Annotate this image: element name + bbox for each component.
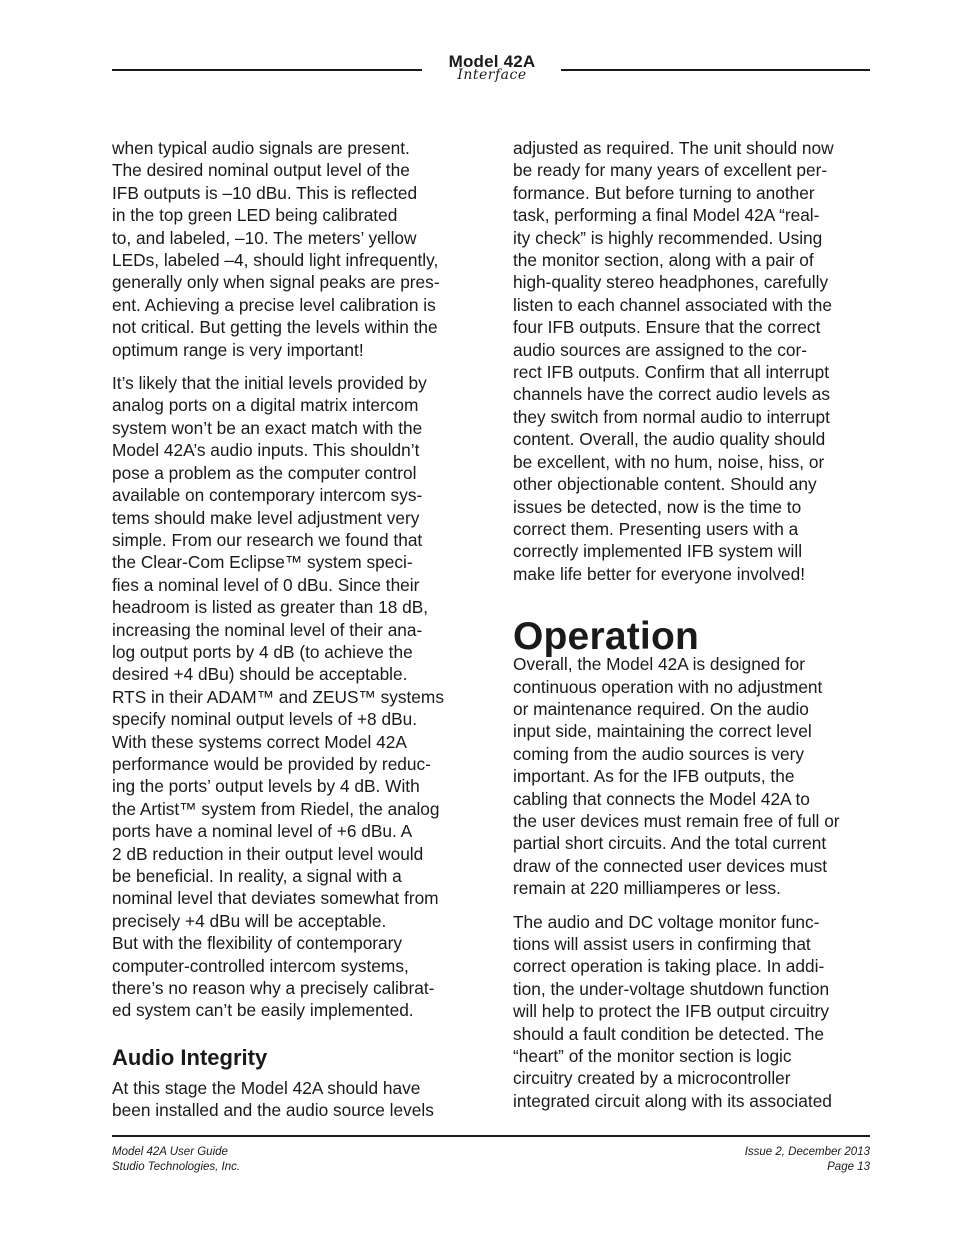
body-paragraph: It’s likely that the initial levels provided by analog ports on a digital matrix intercom system won’t be an exact match with the Model 42A’s audio inputs. This shouldn’t pose a problem as the computer control available on contemporary intercom sys- tems should make level adjustment very simple. From our research we found that the Clear-Com Eclipse™ system speci- fies a nominal level of 0 dBu. Since their headroom is listed as greater than 18 dB, increasing the nominal level of their ana- log output ports by 4 dB (to achieve the desired +4 dBu) should be acceptable. RTS in their ADAM™ and ZEUS™ systems specify nominal output levels of +8 dBu. With these systems correct Model 42A performance would be provided by reduc- ing the ports’ output levels by 4 dB. With the Artist™ system from Riedel, the analog ports have a nominal level of +6 dBu. A 2 dB reduction in their output level would be beneficial. In reality, a signal with a nominal level that deviates somewhat from precisely +4 dBu will be acceptable. But with the flexibility of contemporary computer-controlled intercom systems, there’s no reason why a precisely calibrat- ed system can’t be easily implemented. bbox=[112, 373, 444, 1021]
product-logo bbox=[423, 52, 561, 82]
footer-guide-title: Model 42A User Guide bbox=[112, 1146, 228, 1158]
right-column bbox=[513, 137, 871, 1112]
body-paragraph: At this stage the Model 42A should have been installed and the audio source levels bbox=[112, 1077, 434, 1121]
footer-page-number: Page 13 bbox=[827, 1161, 870, 1173]
footer-rule bbox=[112, 1135, 870, 1137]
left-column bbox=[112, 137, 470, 1122]
logo-subtitle-text: Interface bbox=[457, 67, 527, 83]
footer-issue: Issue 2, December 2013 bbox=[744, 1146, 870, 1158]
section-heading-audio-integrity: Audio Integrity bbox=[112, 1044, 268, 1070]
footer-left bbox=[112, 1145, 240, 1175]
footer-right bbox=[745, 1145, 870, 1175]
section-heading-operation: Operation bbox=[513, 615, 699, 659]
body-paragraph: adjusted as required. The unit should now be ready for many years of excellent per- formance. But before turning to another task, performing a final Model 42A “real- ity check” is highly recommended. Using the monitor section, along with a pair of high-quality stereo headphones, carefully listen to each channel associated with the four IFB outputs. Ensure that the correct audio sources are assigned to the cor- rect IFB outputs. Confirm that all interrupt channels have the correct audio levels as they switch from normal audio to interrupt content. Overall, the audio quality should be excellent, with no hum, noise, hiss, or other objectionable content. Should any issues be detected, now is the time to correct them. Presenting users with a correctly implemented IFB system will make life better for everyone involved! bbox=[513, 138, 834, 584]
header-rule-left bbox=[112, 69, 422, 71]
header-rule-right bbox=[561, 69, 870, 71]
body-paragraph: The audio and DC voltage monitor func- tions will assist users in confirming that correct operation is taking place. In addi- tion, the under-voltage shutdown function will help to protect the IFB output circuitry should a fault condition be detected. The “heart” of the monitor section is logic circuitry created by a microcontroller integrated circuit along with its associated bbox=[513, 911, 832, 1111]
logo-model-text: Model 42A bbox=[448, 52, 536, 71]
body-paragraph: Overall, the Model 42A is designed for continuous operation with no adjustment or maintenance required. On the audio input side, maintaining the correct level coming from the audio sources is very important. As for the IFB outputs, the cabling that connects the Model 42A to the user devices must remain free of full or partial short circuits. And the total current draw of the connected user devices must remain at 220 milliamperes or less. bbox=[513, 654, 840, 899]
body-paragraph: when typical audio signals are present. The desired nominal output level of the IFB outputs is –10 dBu. This is reflected in the top green LED being calibrated to, and labeled, –10. The meters’ yellow LEDs, labeled –4, should light infrequently, generally only when signal peaks are pres- ent. Achieving a precise level calibration is not critical. But getting the levels within the optimum range is very important! bbox=[112, 138, 440, 360]
footer-company: Studio Technologies, Inc. bbox=[112, 1161, 241, 1173]
